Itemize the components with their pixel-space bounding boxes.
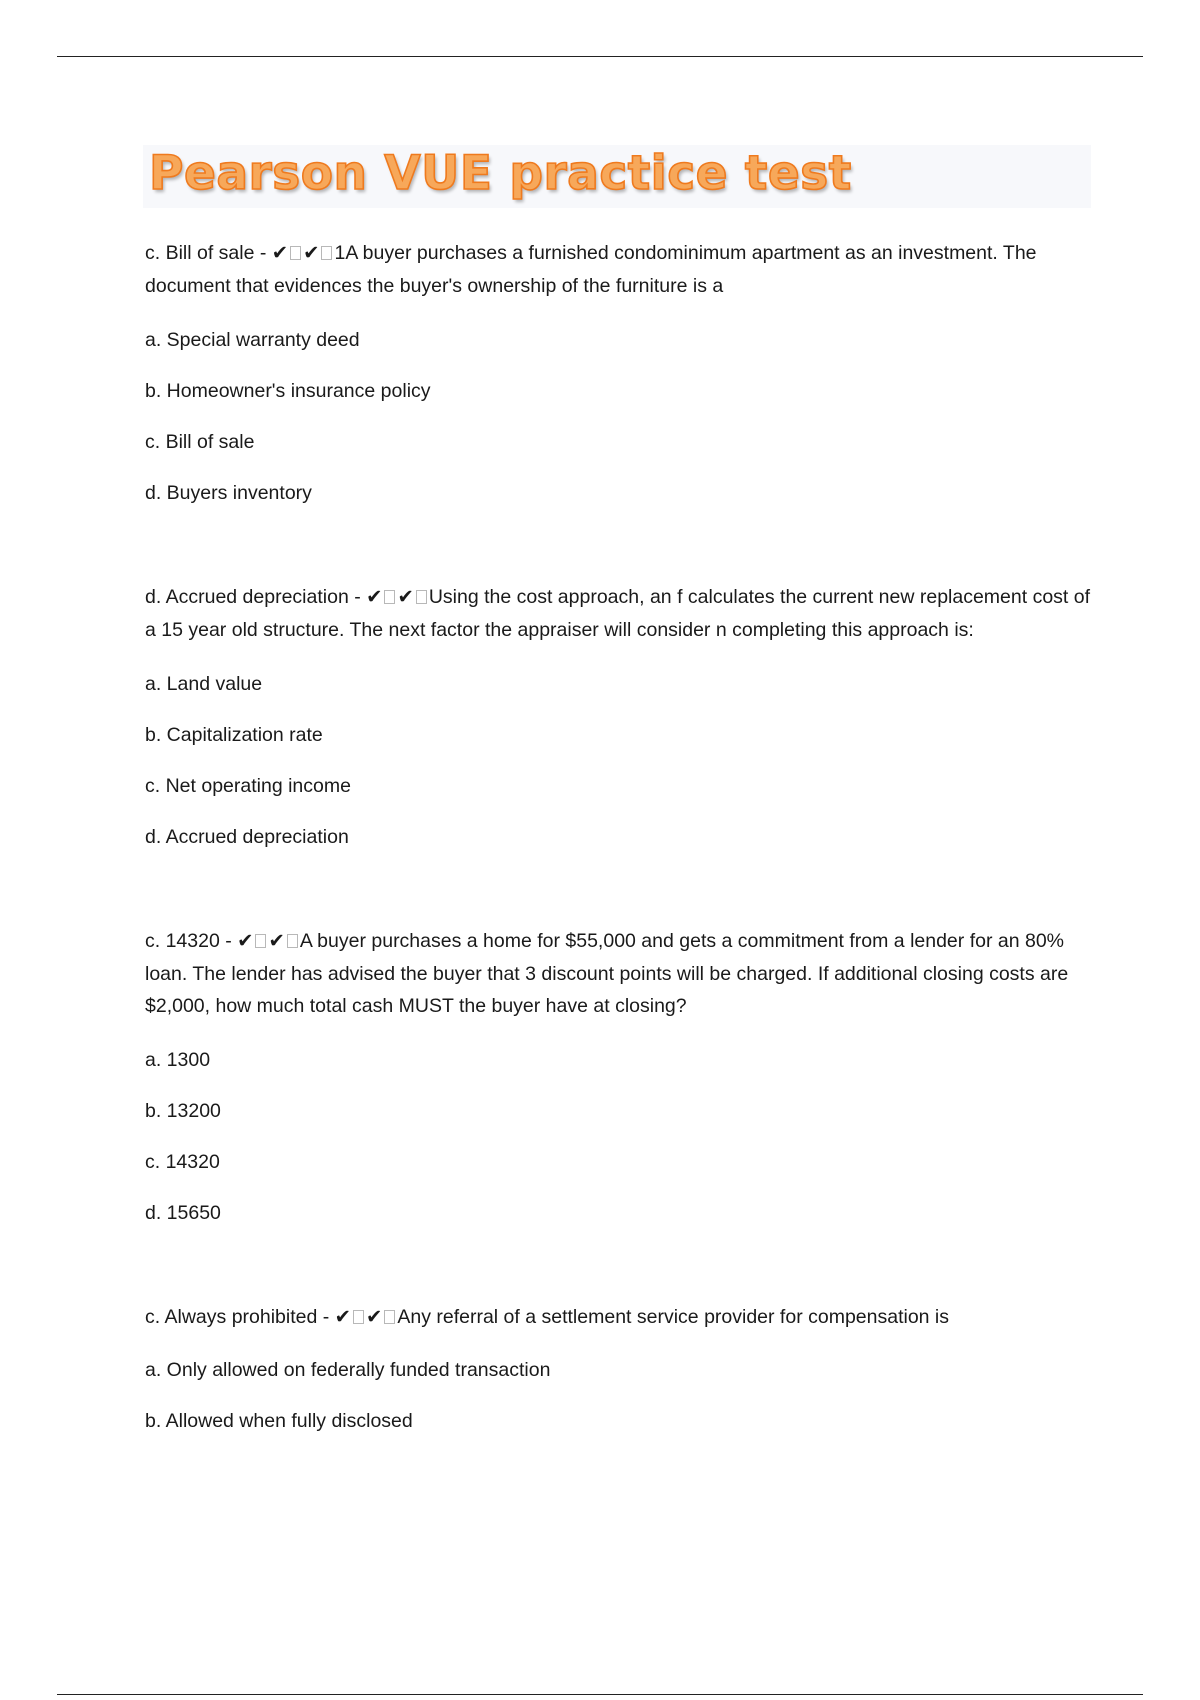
question-stem: 1A buyer purchases a furnished condominimum apartment as an investment. The document that evidences the buyer's ownership of the furniture is a: [145, 242, 1037, 297]
check-icon: ✔: [334, 1305, 352, 1328]
answer-option: c. 14320: [145, 1150, 220, 1173]
question-stem: Using the cost approach, an f calculates the current new replacement cost of a 15 year old structure. The next factor the appraiser will consider n completing this approach is:: [145, 586, 1091, 641]
check-icon: ✔: [366, 1305, 383, 1328]
check-icon: ✔: [397, 586, 414, 608]
question-text: [145, 237, 1095, 302]
answer-option: b. 13200: [145, 1099, 221, 1122]
question-stem: A buyer purchases a home for $55,000 and gets a commitment from a lender for an 80% loan. The lender has advised the buyer that 3 discount points will be charged. If additional closing costs are $2,000, how much total cash MUST the buyer have at closing?: [145, 930, 1069, 1017]
answer-option: b. Allowed when fully disclosed: [145, 1410, 413, 1432]
answer-prefix: d. Accrued depreciation -: [145, 586, 367, 608]
question-block: [145, 1301, 1095, 1435]
title-banner: [143, 145, 1091, 208]
answer-prefix: c. 14320 -: [145, 930, 238, 952]
check-icon: ✔: [366, 586, 383, 608]
box-icon: [353, 1310, 364, 1324]
box-icon: [321, 246, 332, 260]
question-text: [145, 581, 1095, 646]
answer-prefix: c. Always prohibited -: [145, 1305, 335, 1328]
box-icon: [384, 1310, 395, 1324]
header-rule: [57, 56, 1143, 57]
question-block: [145, 237, 1095, 506]
answer-option: d. 15650: [145, 1201, 221, 1224]
page-title: Pearson VUE practice test: [149, 146, 852, 201]
answer-option: b. Homeowner's insurance policy: [145, 380, 431, 402]
question-text: [145, 925, 1095, 1023]
footer-rule: [57, 1694, 1143, 1695]
box-icon: [416, 590, 427, 604]
box-icon: [384, 590, 395, 604]
box-icon: [255, 934, 266, 948]
question-block: [145, 925, 1095, 1226]
answer-prefix: c. Bill of sale -: [145, 242, 272, 264]
question-block: [145, 581, 1095, 850]
answer-option: c. Net operating income: [145, 775, 351, 797]
check-icon: ✔: [271, 242, 289, 264]
answer-option: d. Buyers inventory: [145, 482, 312, 504]
check-icon: ✔: [268, 930, 285, 952]
question-text: [145, 1301, 1095, 1334]
answer-option: a. 1300: [145, 1048, 211, 1071]
box-icon: [287, 934, 298, 948]
document-body: [145, 237, 1095, 1434]
answer-option: a. Land value: [145, 673, 263, 695]
answer-option: d. Accrued depreciation: [145, 826, 349, 848]
box-icon: [290, 246, 301, 260]
question-stem: Any referral of a settlement service provider for compensation is: [397, 1305, 950, 1328]
answer-option: a. Only allowed on federally funded transaction: [145, 1359, 551, 1381]
answer-option: c. Bill of sale: [145, 431, 255, 453]
answer-option: a. Special warranty deed: [145, 329, 360, 351]
answer-option: b. Capitalization rate: [145, 724, 323, 746]
check-icon: ✔: [303, 242, 320, 264]
check-icon: ✔: [237, 930, 254, 952]
